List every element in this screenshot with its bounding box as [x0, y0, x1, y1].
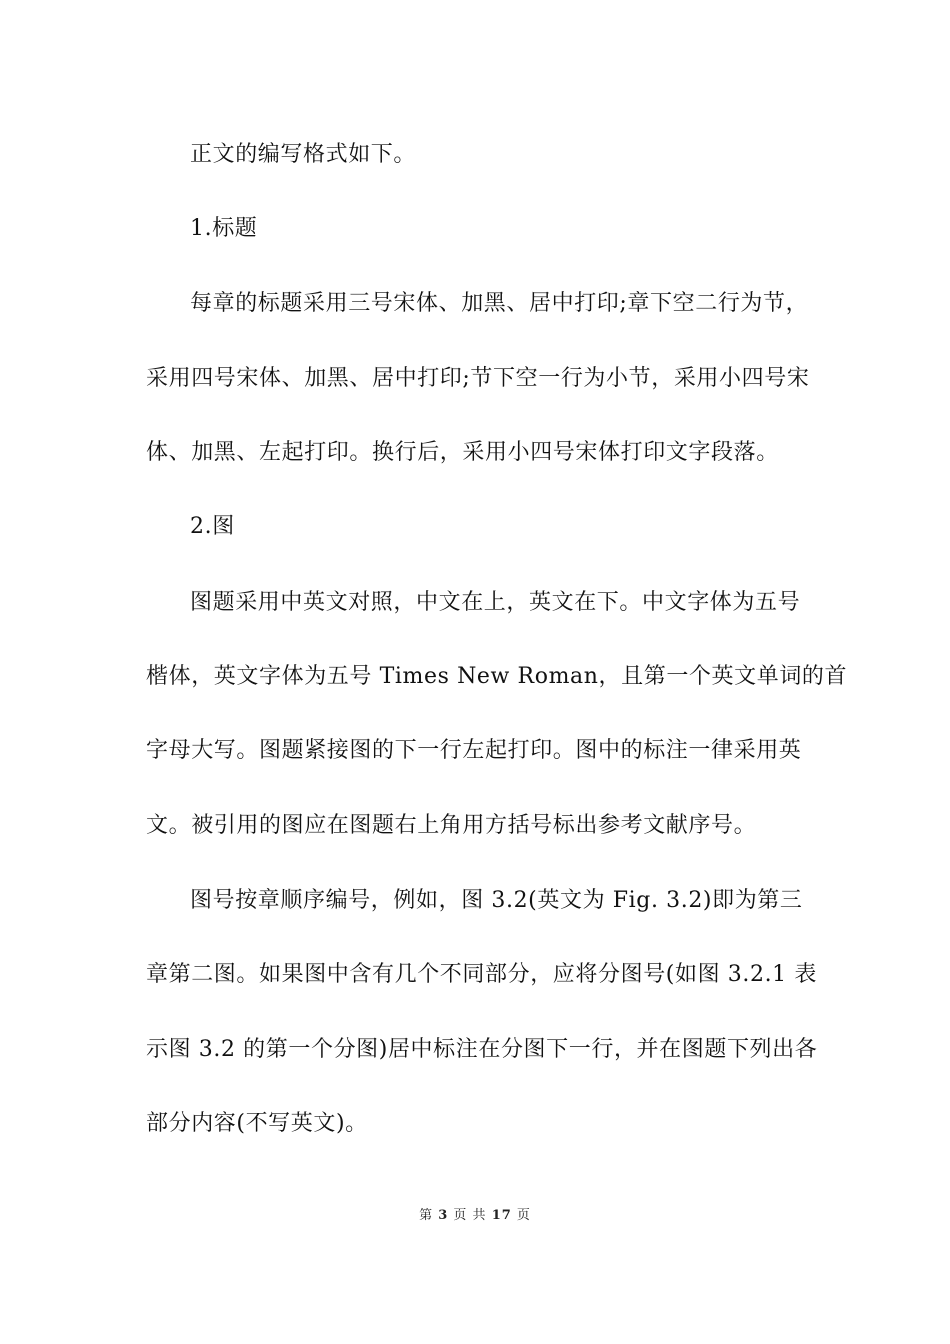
- footer-middle: 页 共: [453, 1208, 487, 1223]
- paragraph-line: 字母大写。图题紧接图的下一行左起打印。图中的标注一律采用英: [146, 738, 802, 763]
- paragraph-line: 示图 3.2 的第一个分图)居中标注在分图下一行，并在图题下列出各: [146, 1037, 818, 1062]
- current-page-number: 3: [438, 1208, 449, 1223]
- paragraph-line: 图号按章顺序编号，例如，图 3.2(英文为 Fig. 3.2)即为第三: [190, 888, 803, 913]
- paragraph-line: 采用四号宋体、加黑、居中打印;节下空一行为小节，采用小四号宋: [146, 366, 810, 391]
- paragraph-line: 体、加黑、左起打印。换行后，采用小四号宋体打印文字段落。: [146, 440, 779, 465]
- total-pages-number: 17: [491, 1208, 512, 1223]
- paragraph-line: 章第二图。如果图中含有几个不同部分，应将分图号(如图 3.2.1 表: [146, 962, 817, 987]
- page-footer: [0, 1207, 950, 1225]
- footer-prefix: 第: [419, 1208, 434, 1223]
- paragraph-intro: 正文的编写格式如下。: [190, 142, 417, 167]
- paragraph-line: 图题采用中英文对照，中文在上，英文在下。中文字体为五号: [190, 590, 801, 615]
- paragraph-line: 楷体，英文字体为五号 Times New Roman，且第一个英文单词的首: [146, 664, 848, 689]
- section-heading-figure: 2.图: [190, 514, 235, 539]
- paragraph-line: 每章的标题采用三号宋体、加黑、居中打印;章下空二行为节，: [190, 291, 809, 316]
- section-heading-title: 1.标题: [190, 216, 258, 241]
- footer-suffix: 页: [516, 1208, 531, 1223]
- paragraph-line: 文。被引用的图应在图题右上角用方括号标出参考文献序号。: [146, 813, 757, 838]
- paragraph-line: 部分内容(不写英文)。: [146, 1111, 368, 1136]
